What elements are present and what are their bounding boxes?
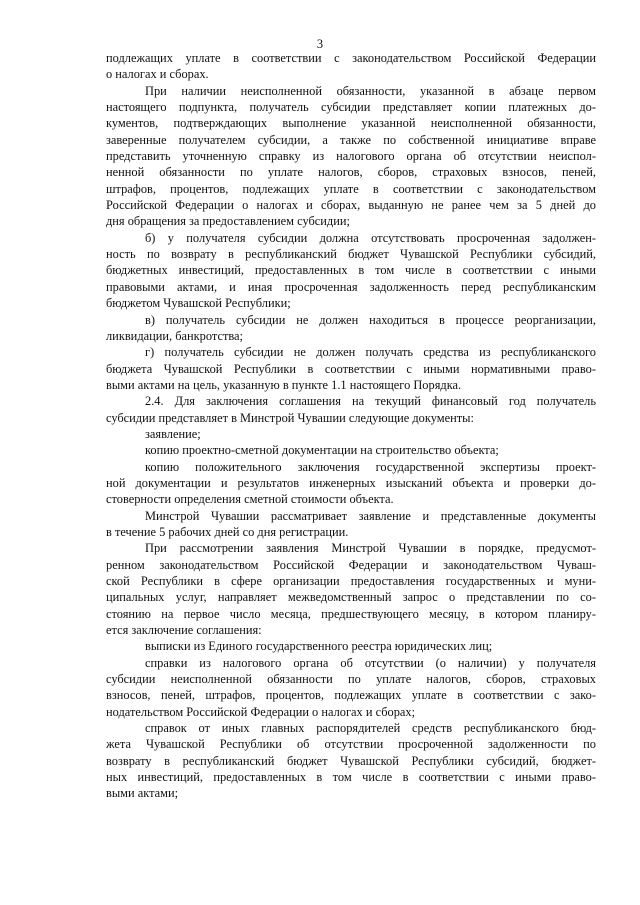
text-line: ренном законодательством Российской Федерации и законодательством Чуваш- (106, 557, 596, 572)
paragraph (106, 83, 596, 230)
text-line: Минстрой Чувашии рассматривает заявление и представленные документы (145, 508, 596, 523)
text-line: выми актами на цель, указанную в пункте 1.1 настоящего Порядка. (106, 377, 462, 392)
paragraph (106, 540, 596, 638)
text-line: кументов, подтверждающих выполнение указанной неисполненной обязанности, (106, 116, 596, 131)
text-line: справки из налогового органа об отсутствии (о наличии) у получателя (145, 655, 596, 670)
text-line: выписки из Единого государственного реестра юридических лиц; (145, 639, 493, 654)
text-line: ликвидации, банкротства; (106, 328, 243, 343)
text-line: ных инвестиций, предоставленных в том числе в соответствии с иными право- (106, 770, 596, 785)
paragraph (106, 508, 596, 541)
text-line: в течение 5 рабочих дней со дня регистрации. (106, 524, 349, 539)
paragraph (106, 720, 596, 802)
page-number: 3 (316, 37, 324, 51)
text-line: бюджетных инвестиций, предоставленных в том числе в соответствии с иными (106, 263, 596, 278)
text-line: жета Чувашской Республики об отсутствии просроченной задолженности по (106, 737, 596, 752)
text-line: субсидии неисполненной обязанности по уплате налогов, сборов, страховых (106, 672, 596, 687)
text-line: бюджета Чувашской Республики в соответствии с иными нормативными право- (106, 361, 596, 376)
text-line: выми актами; (106, 786, 179, 801)
text-line: Российской Федерации о налогах и сборах, выданную не ранее чем за 5 дней до (106, 198, 596, 213)
paragraph (106, 655, 596, 720)
text-line: настоящего подпункта, получатель субсидии представляет копии платежных до- (106, 100, 596, 115)
paragraph (106, 312, 596, 345)
text-line: б) у получателя субсидии должна отсутствовать просроченная задолжен- (145, 230, 596, 245)
text-line: копию положительного заключения государственной экспертизы проект- (145, 459, 596, 474)
text-line: справок от иных главных распорядителей средств республиканского бюд- (145, 721, 596, 736)
text-line: бюджетом Чувашской Республики; (106, 296, 291, 311)
text-line: ность по возврату в республиканский бюджет Чувашской Республики субсидий, (106, 247, 596, 262)
text-line: в) получатель субсидии не должен находиться в процессе реорганизации, (145, 312, 596, 327)
text-line: возврату в республиканский бюджет Чувашской Республики субсидий, бюджет- (106, 753, 596, 768)
text-line: 2.4. Для заключения соглашения на текущий финансовый год получатель (145, 394, 596, 409)
paragraph (106, 426, 596, 442)
paragraph (106, 638, 596, 654)
text-line: ненной обязанности по уплате налогов, сборов, страховых взносов, пеней, (106, 165, 596, 180)
text-line: ется заключение соглашения: (106, 623, 262, 638)
text-line: стоверности определения сметной стоимости объекта. (106, 492, 394, 507)
text-line: субсидии представляет в Минстрой Чувашии следующие документы: (106, 410, 474, 425)
text-line: При наличии неисполненной обязанности, указанной в абзаце первом (145, 83, 596, 98)
text-line: ной документации и результатов инженерных изысканий объекта и проверки до- (106, 475, 596, 490)
paragraph (106, 230, 596, 312)
paragraph (106, 459, 596, 508)
paragraph (106, 442, 596, 458)
text-line: подлежащих уплате в соответствии с законодательством Российской Федерации (106, 51, 596, 65)
text-line: ской Республики в сфере организации предоставления государственных и муни- (106, 574, 596, 588)
text-line: нодательством Российской Федерации о налогах и сборах; (106, 704, 416, 719)
text-line: правовыми актами, и иная просроченная задолженность перед республиканским (106, 279, 596, 294)
paragraph (106, 50, 596, 83)
text-line: представить уточненную справку из налогового органа об отсутствии неиспол- (106, 149, 596, 164)
text-line: заявление; (145, 426, 201, 441)
paragraph (106, 393, 596, 426)
text-line: дня обращения за предоставлением субсидии; (106, 214, 350, 229)
text-line: штрафов, процентов, подлежащих уплате в соответствии с законодательством (106, 181, 596, 196)
text-line: заверенные получателем субсидии, а также по собственной инициативе вправе (106, 132, 596, 147)
document-body (106, 50, 596, 802)
paragraph (106, 344, 596, 393)
text-line: о налогах и сборах. (106, 67, 209, 82)
text-line: ципальных услуг, направляет межведомственный запрос о представлении по со- (106, 590, 596, 605)
text-line: копию проектно-сметной документации на строительство объекта; (145, 443, 499, 458)
text-line: стоянию на первое число месяца, предшествующего месяцу, в котором планиру- (106, 606, 596, 621)
text-line: взносов, пеней, штрафов, процентов, подлежащих уплате в соответствии с зако- (106, 688, 596, 703)
text-line: При рассмотрении заявления Минстрой Чувашии в порядке, предусмот- (145, 541, 596, 556)
text-line: г) получатель субсидии не должен получать средства из республиканского (145, 345, 596, 360)
